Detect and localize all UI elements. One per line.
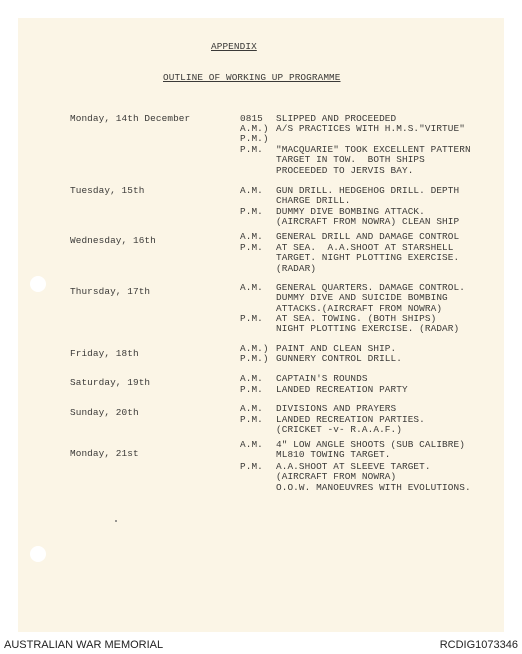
activity-line: ML810 TOWING TARGET. — [276, 449, 391, 461]
activity-line: ATTACKS.(AIRCRAFT FROM NOWRA) — [276, 302, 443, 314]
footer-record-id: RCDIG1073346 — [439, 639, 518, 651]
time-slot: P.M.) — [240, 353, 269, 364]
activity-line: GENERAL QUARTERS. DAMAGE CONTROL. — [276, 282, 465, 293]
activity-line: CHARGE DRILL. — [276, 195, 351, 207]
day-label: Monday, 14th December — [70, 113, 191, 124]
time-slot: P.M. — [240, 242, 263, 253]
footer-source: AUSTRALIAN WAR MEMORIAL — [4, 639, 164, 651]
activity-line: TARGET IN TOW. BOTH SHIPS — [276, 154, 425, 166]
day-label: Saturday, 19th — [70, 377, 151, 388]
day-label: Tuesday, 15th — [70, 185, 145, 196]
activity-line: (AIRCRAFT FROM NOWRA) — [276, 471, 397, 483]
activity-line: NIGHT PLOTTING EXERCISE. (RADAR) — [276, 323, 460, 335]
document-page — [18, 18, 504, 632]
time-slot: A.M. — [240, 403, 263, 414]
activity-line: SLIPPED AND PROCEEDED — [276, 113, 397, 124]
time-slot: A.M.) — [240, 123, 269, 134]
time-slot: P.M. — [240, 313, 263, 324]
activity-line: LANDED RECREATION PARTY — [276, 384, 408, 395]
punch-hole-bottom — [30, 546, 46, 562]
time-slot: P.M. — [240, 414, 263, 425]
activity-line: PROCEEDED TO JERVIS BAY. — [276, 164, 414, 176]
time-slot: A.M. — [240, 373, 263, 384]
activity-line: O.O.W. MANOEUVRES WITH EVOLUTIONS. — [276, 481, 471, 493]
activity-line: CAPTAIN'S ROUNDS — [276, 373, 368, 384]
time-slot: A.M.) — [240, 343, 269, 354]
time-slot: 0815 — [240, 113, 263, 124]
time-slot: A.M. — [240, 185, 263, 196]
appendix-heading: APPENDIX — [211, 41, 257, 52]
activity-line: (CRICKET -v- R.A.A.F.) — [276, 424, 402, 436]
activity-line: "MACQUARIE" TOOK EXCELLENT PATTERN — [276, 144, 471, 155]
activity-line: GENERAL DRILL AND DAMAGE CONTROL — [276, 231, 460, 242]
time-slot: P.M. — [240, 206, 263, 217]
day-label: Monday, 21st — [70, 448, 139, 459]
activity-line: AT SEA. TOWING. (BOTH SHIPS) — [276, 313, 437, 324]
day-label: Friday, 18th — [70, 348, 139, 359]
activity-line: DUMMY DIVE BOMBING ATTACK. — [276, 206, 425, 217]
activity-line: A/S PRACTICES WITH H.M.S."VIRTUE" — [276, 123, 465, 134]
activity-line: LANDED RECREATION PARTIES. — [276, 414, 425, 425]
programme-title: OUTLINE OF WORKING UP PROGRAMME — [163, 72, 341, 83]
time-slot: P.M. — [240, 384, 263, 395]
activity-line: GUN DRILL. HEDGEHOG DRILL. DEPTH — [276, 185, 460, 196]
time-slot: A.M. — [240, 439, 263, 450]
activity-line: DIVISIONS AND PRAYERS — [276, 403, 397, 414]
activity-line: A.A.SHOOT AT SLEEVE TARGET. — [276, 461, 431, 472]
activity-line: PAINT AND CLEAN SHIP. — [276, 343, 397, 354]
paper-speck — [115, 520, 117, 522]
activity-line: GUNNERY CONTROL DRILL. — [276, 353, 402, 364]
time-slot: P.M. — [240, 144, 263, 155]
day-label: Thursday, 17th — [70, 286, 151, 297]
activity-line: AT SEA. A.A.SHOOT AT STARSHELL — [276, 242, 454, 253]
activity-line: DUMMY DIVE AND SUICIDE BOMBING — [276, 292, 448, 304]
time-slot: A.M. — [240, 282, 263, 293]
punch-hole-top — [30, 276, 46, 292]
activity-line: (RADAR) — [276, 262, 317, 274]
activity-line: 4" LOW ANGLE SHOOTS (SUB CALIBRE) — [276, 439, 465, 450]
time-slot: P.M. — [240, 461, 263, 472]
time-slot: P.M.) — [240, 133, 269, 144]
activity-line: TARGET. NIGHT PLOTTING EXERCISE. — [276, 252, 460, 264]
day-label: Wednesday, 16th — [70, 235, 156, 246]
time-slot: A.M. — [240, 231, 263, 242]
day-label: Sunday, 20th — [70, 407, 139, 418]
activity-line: (AIRCRAFT FROM NOWRA) CLEAN SHIP — [276, 216, 460, 228]
